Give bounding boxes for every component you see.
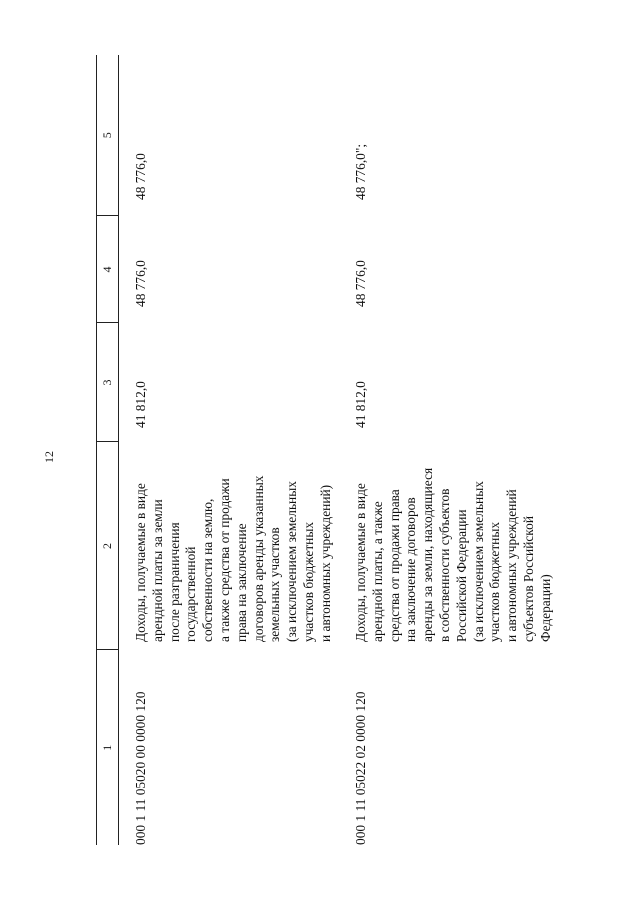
description-line: участков бюджетных [487, 521, 503, 642]
description-line: договоров аренды указанных [250, 475, 266, 642]
rotated-table-container [96, 55, 553, 845]
column-header-1: 1 [97, 650, 119, 845]
column-header-3: 3 [97, 323, 119, 442]
description-line: Доходы, получаемые в виде [353, 483, 368, 642]
column-header-4: 4 [97, 216, 119, 323]
description-line: участков бюджетных [300, 521, 316, 642]
description-line: на заключение договоров [403, 497, 419, 642]
description-cell [119, 442, 348, 650]
amount-cell-col5: 48 776,0"; [353, 143, 368, 200]
description-line: (за исключением земельных [470, 481, 486, 642]
table-row [347, 55, 555, 845]
description-line: государственной [183, 546, 199, 642]
amount-cell-col4: 48 776,0 [133, 260, 148, 307]
description-line: субъектов Российской [520, 516, 536, 642]
description-line: и автономных учреждений) [317, 484, 333, 642]
description-line: арендной платы за земли [149, 499, 165, 642]
description-line: Федерации) [537, 574, 553, 642]
budget-table [96, 55, 555, 845]
amount-cell-col3: 41 812,0 [133, 381, 148, 428]
table-row [119, 55, 348, 845]
column-header-2: 2 [97, 442, 119, 650]
amount-cell-col4: 48 776,0 [353, 260, 368, 307]
description-cell [347, 442, 555, 650]
description-line: арендной платы, а также [369, 501, 385, 642]
budget-code-cell: 000 1 11 05020 00 0000 120 [133, 691, 148, 845]
budget-code-cell: 000 1 11 05022 02 0000 120 [353, 691, 368, 845]
description-line: и автономных учреждений [504, 489, 520, 642]
description-line: после разграничения [166, 522, 182, 642]
description-line: собственности на землю, [200, 498, 216, 642]
description-line: права на заключение [233, 523, 249, 642]
description-line: аренды за земли, находящиеся [420, 467, 436, 642]
page-number: 12 [42, 451, 56, 463]
column-header-5: 5 [97, 55, 119, 216]
description-line: в собственности субъектов [436, 488, 452, 642]
description-line: (за исключением земельных [284, 481, 300, 642]
description-line: Российской Федерации [453, 509, 469, 642]
table-header-row [97, 55, 119, 845]
amount-cell-col3: 41 812,0 [353, 381, 368, 428]
description-line: а также средства от продажи [216, 478, 232, 642]
description-line: Доходы, получаемые в виде [133, 483, 148, 642]
amount-cell-col5: 48 776,0 [133, 153, 148, 200]
description-line: средства от продажи права [386, 489, 402, 642]
description-line: земельных участков [267, 527, 283, 642]
